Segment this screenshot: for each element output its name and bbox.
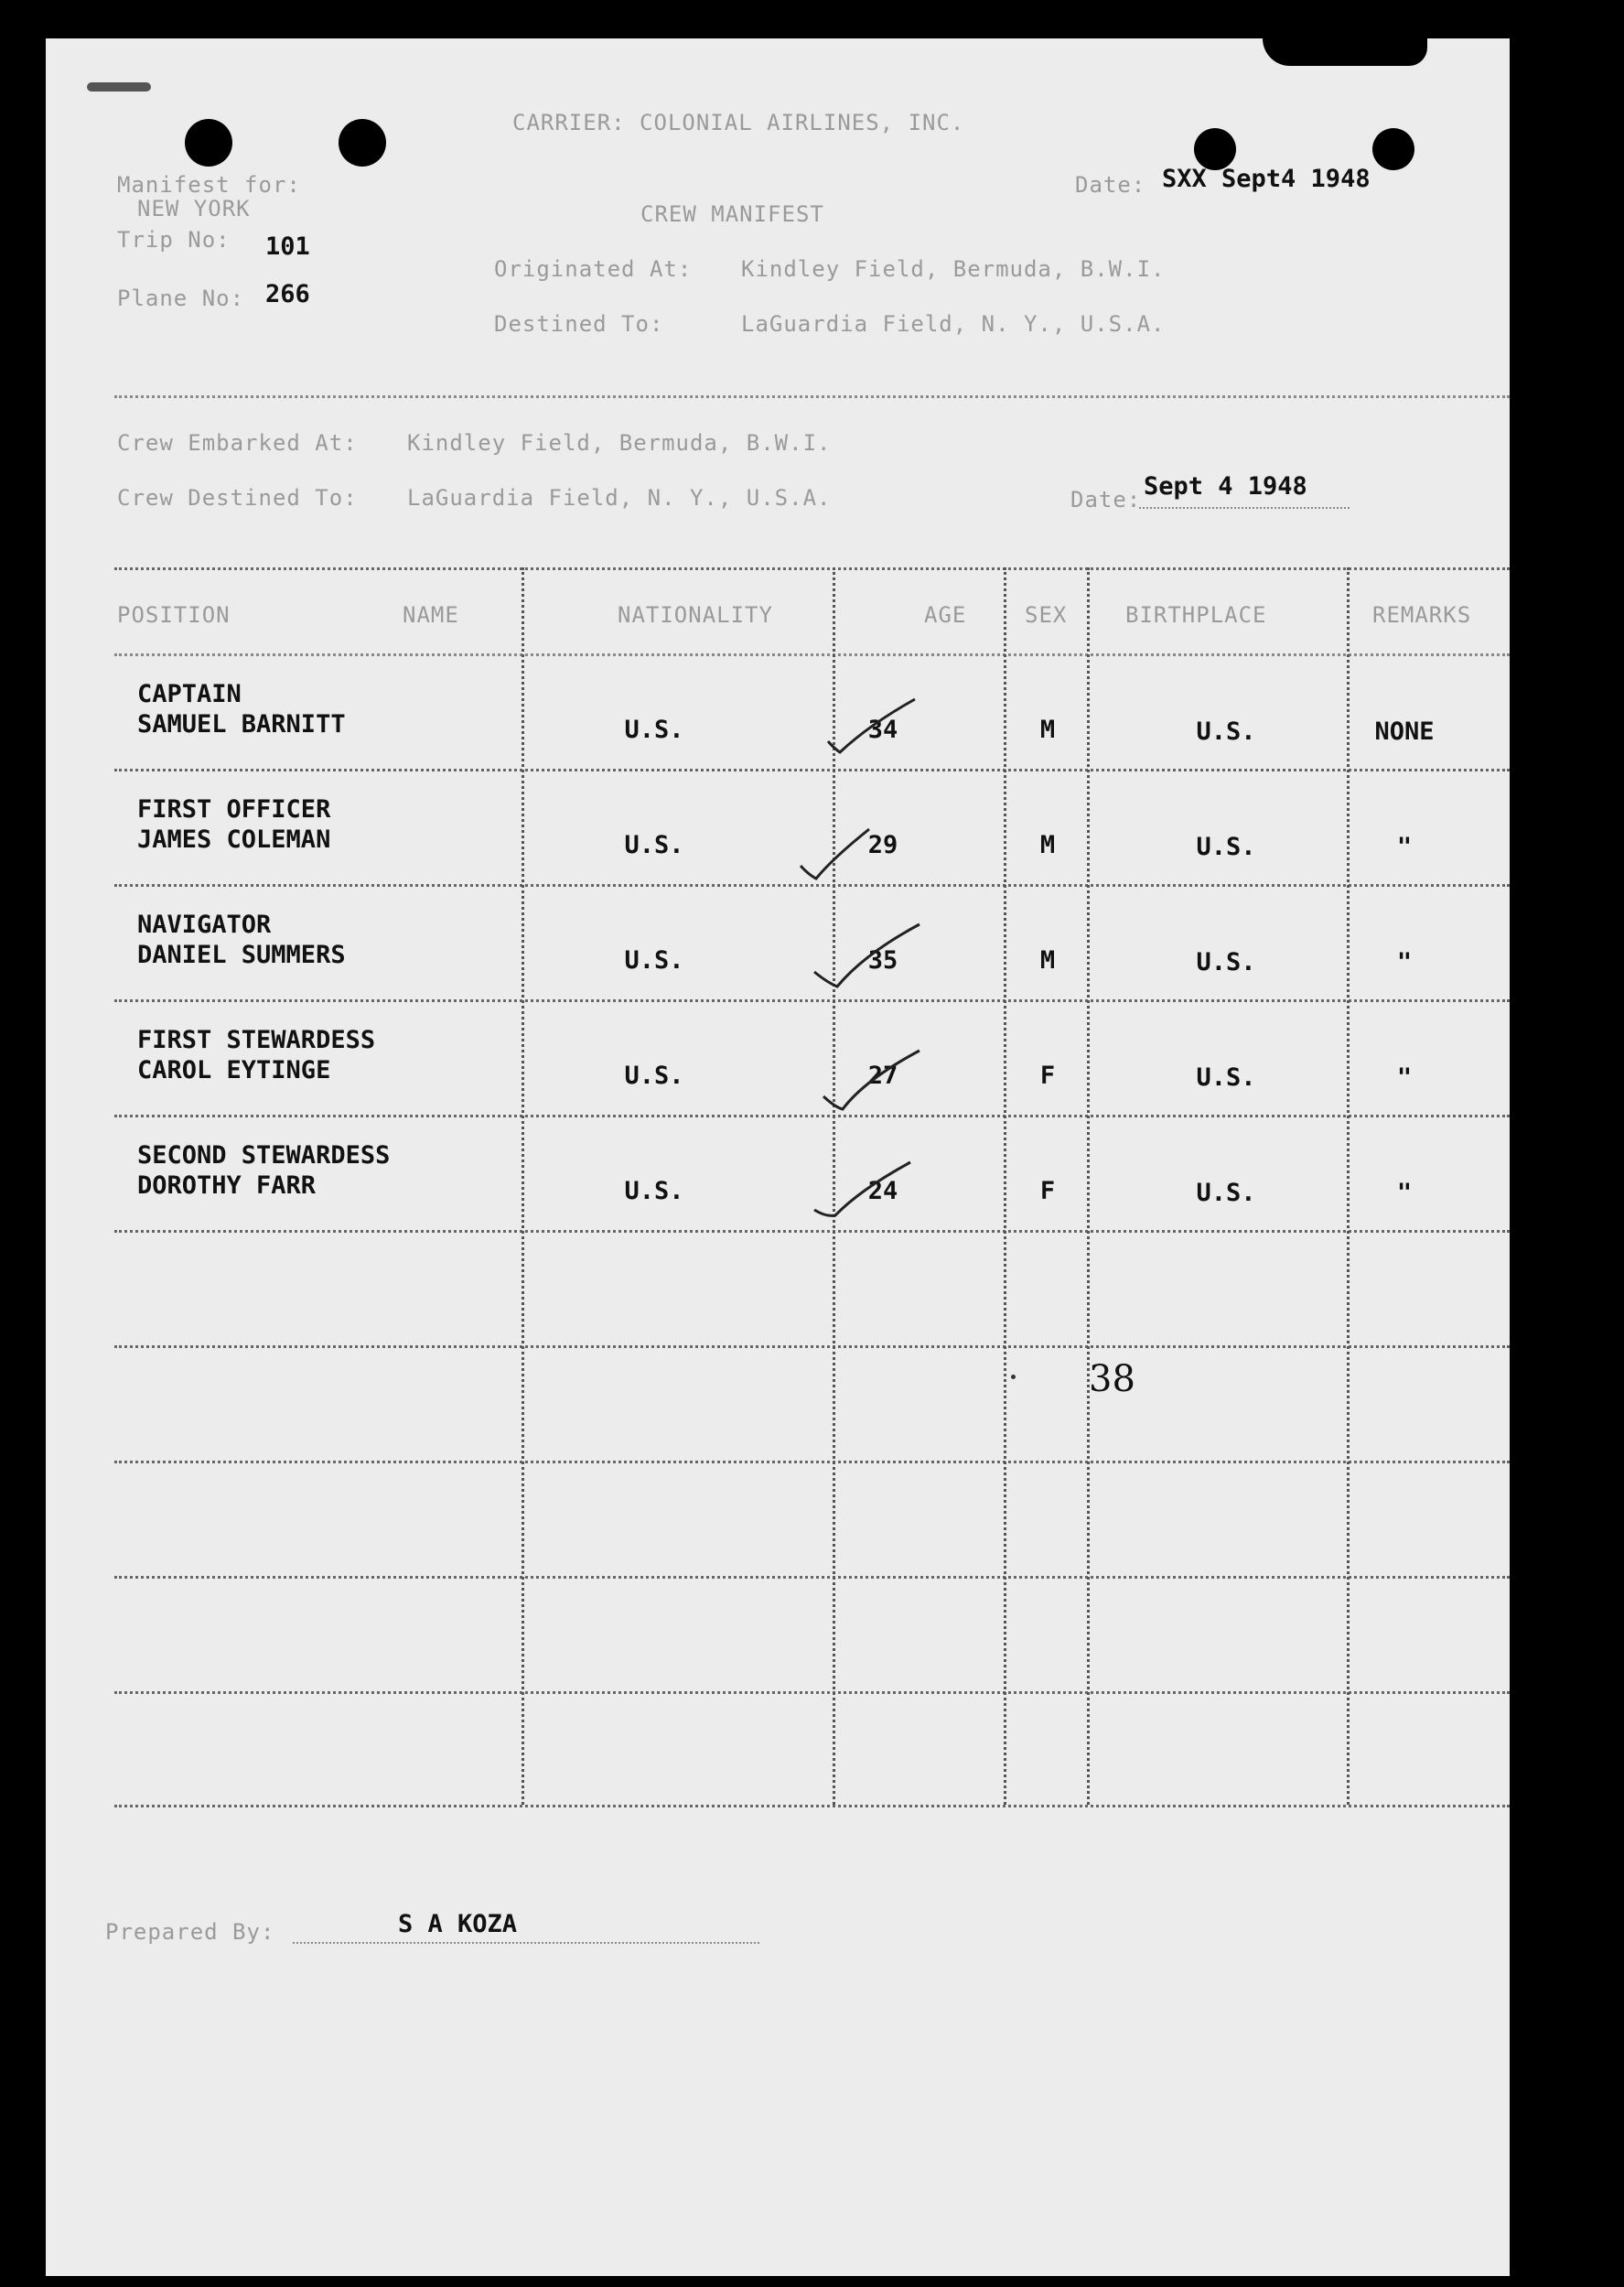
col-line-sex bbox=[1004, 567, 1006, 1805]
row-4-remarks: " bbox=[1396, 1063, 1413, 1092]
punch-hole-left bbox=[185, 119, 232, 167]
trip-label: Trip No: bbox=[117, 227, 231, 253]
row-3-remarks: " bbox=[1396, 948, 1413, 976]
row-line-8 bbox=[114, 1461, 1510, 1463]
ink-dot bbox=[1011, 1375, 1016, 1379]
crew-embarked-value: Kindley Field, Bermuda, B.W.I. bbox=[407, 430, 832, 456]
row-2-birthplace: U.S. bbox=[1196, 833, 1256, 861]
date-value: SXX Sept4 1948 bbox=[1162, 165, 1371, 193]
row-5-age: 24 bbox=[867, 1177, 898, 1205]
row-4-birthplace: U.S. bbox=[1196, 1063, 1256, 1092]
row-5-birthplace: U.S. bbox=[1196, 1179, 1256, 1207]
col-header-sex: SEX bbox=[1025, 602, 1068, 628]
handwritten-number: 38 bbox=[1089, 1358, 1135, 1400]
row-line-7 bbox=[114, 1345, 1510, 1348]
row-4-checkmark bbox=[819, 1043, 929, 1117]
col-header-age: AGE bbox=[924, 602, 967, 628]
originated-label: Originated At: bbox=[494, 256, 693, 282]
crew-date-label: Date: bbox=[1070, 487, 1142, 512]
row-4-position: FIRST STEWARDESS bbox=[137, 1026, 376, 1054]
table-bottom-line bbox=[114, 1805, 1510, 1807]
crew-destined-value: LaGuardia Field, N. Y., U.S.A. bbox=[407, 485, 832, 511]
row-5-name: DOROTHY FARR bbox=[137, 1171, 317, 1200]
row-2-remarks: " bbox=[1396, 833, 1413, 861]
row-1-remarks: NONE bbox=[1374, 717, 1435, 746]
row-5-checkmark bbox=[810, 1157, 920, 1230]
row-line-4 bbox=[114, 999, 1510, 1002]
ink-smudge bbox=[87, 82, 151, 92]
row-2-age: 29 bbox=[867, 831, 898, 859]
col-header-nationality: NATIONALITY bbox=[618, 602, 773, 628]
row-5-nationality: U.S. bbox=[624, 1177, 684, 1205]
row-5-remarks: " bbox=[1396, 1179, 1413, 1207]
row-4-age: 27 bbox=[867, 1062, 898, 1090]
crew-destined-label: Crew Destined To: bbox=[117, 485, 358, 511]
row-5-position: SECOND STEWARDESS bbox=[137, 1141, 391, 1170]
row-1-checkmark bbox=[823, 688, 924, 761]
row-5-sex: F bbox=[1039, 1177, 1056, 1205]
col-header-birthplace: BIRTHPLACE bbox=[1125, 602, 1267, 628]
row-3-sex: M bbox=[1039, 946, 1056, 975]
row-2-nationality: U.S. bbox=[624, 831, 684, 859]
manifest-for-label: Manifest for: bbox=[117, 172, 301, 198]
row-line-1 bbox=[114, 653, 1510, 656]
punch-hole-middle bbox=[339, 119, 386, 167]
col-header-position: POSITION bbox=[117, 602, 231, 628]
plane-label: Plane No: bbox=[117, 286, 245, 311]
destined-label: Destined To: bbox=[494, 311, 664, 337]
crew-date-underline bbox=[1139, 507, 1350, 509]
originated-value: Kindley Field, Bermuda, B.W.I. bbox=[741, 256, 1166, 282]
row-4-nationality: U.S. bbox=[624, 1062, 684, 1090]
prepared-by-label: Prepared By: bbox=[105, 1919, 275, 1945]
crew-date-value: Sept 4 1948 bbox=[1144, 472, 1307, 501]
row-1-sex: M bbox=[1039, 716, 1056, 744]
crew-embarked-label: Crew Embarked At: bbox=[117, 430, 358, 456]
prepared-by-underline bbox=[293, 1942, 759, 1944]
row-4-name: CAROL EYTINGE bbox=[137, 1056, 331, 1084]
row-1-birthplace: U.S. bbox=[1196, 717, 1256, 746]
trip-value: 101 bbox=[265, 232, 310, 261]
torn-corner bbox=[1263, 38, 1427, 66]
row-3-nationality: U.S. bbox=[624, 946, 684, 975]
row-line-6 bbox=[114, 1230, 1510, 1233]
prepared-by-value: S A KOZA bbox=[398, 1910, 518, 1938]
manifest-title: CREW MANIFEST bbox=[640, 201, 824, 227]
row-1-age: 34 bbox=[867, 716, 898, 744]
col-header-remarks: REMARKS bbox=[1372, 602, 1472, 628]
date-label: Date: bbox=[1075, 172, 1146, 198]
row-line-5 bbox=[114, 1115, 1510, 1117]
row-line-2 bbox=[114, 769, 1510, 771]
row-line-9 bbox=[114, 1576, 1510, 1579]
row-4-sex: F bbox=[1039, 1062, 1056, 1090]
row-2-checkmark bbox=[796, 822, 897, 886]
row-1-nationality: U.S. bbox=[624, 716, 684, 744]
row-3-position: NAVIGATOR bbox=[137, 911, 272, 939]
row-2-name: JAMES COLEMAN bbox=[137, 825, 331, 854]
col-line-birthplace bbox=[1087, 567, 1090, 1805]
row-3-birthplace: U.S. bbox=[1196, 948, 1256, 976]
destined-value: LaGuardia Field, N. Y., U.S.A. bbox=[741, 311, 1166, 337]
row-3-name: DANIEL SUMMERS bbox=[137, 941, 346, 969]
row-1-name: SAMUEL BARNITT bbox=[137, 710, 346, 739]
col-line-nationality bbox=[522, 567, 524, 1805]
row-1-position: CAPTAIN bbox=[137, 680, 242, 708]
punch-hole-right-b bbox=[1372, 128, 1414, 170]
row-3-age: 35 bbox=[867, 946, 898, 975]
header-divider bbox=[114, 395, 1510, 398]
row-line-10 bbox=[114, 1691, 1510, 1694]
plane-value: 266 bbox=[265, 280, 310, 308]
col-header-name: NAME bbox=[403, 602, 459, 628]
table-top-line bbox=[114, 567, 1510, 570]
row-3-checkmark bbox=[810, 917, 929, 999]
row-2-sex: M bbox=[1039, 831, 1056, 859]
carrier-line: CARRIER: COLONIAL AIRLINES, INC. bbox=[512, 110, 965, 135]
row-2-position: FIRST OFFICER bbox=[137, 795, 331, 824]
manifest-sheet bbox=[46, 38, 1510, 2276]
manifest-for-value: NEW YORK bbox=[137, 196, 251, 221]
